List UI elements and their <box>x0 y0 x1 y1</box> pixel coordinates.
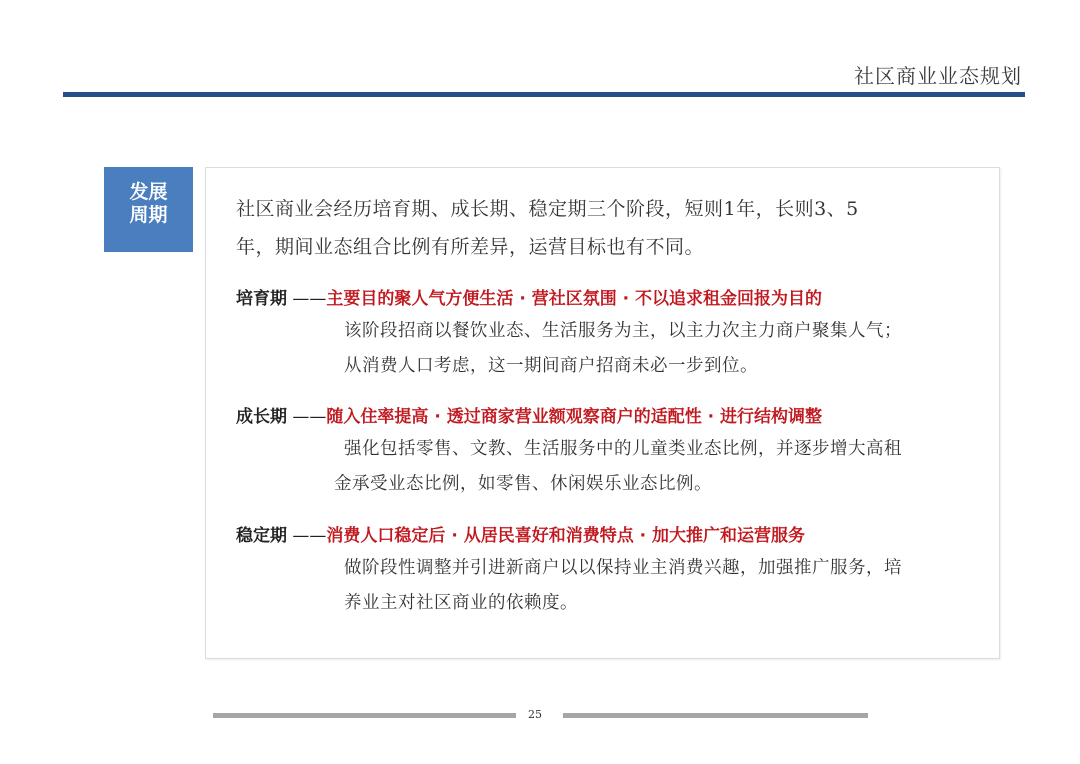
phase-heading <box>236 521 986 551</box>
phase-cultivation <box>236 284 986 384</box>
phase-name: 成长期 <box>236 407 287 427</box>
footer-rule-left <box>213 713 516 718</box>
phase-name: 稳定期 <box>236 526 287 546</box>
phase-description <box>236 314 986 384</box>
phase-growth <box>236 402 986 502</box>
phase-description <box>236 551 986 621</box>
phase-dash: —— <box>287 407 327 427</box>
phase-dash: —— <box>287 289 327 309</box>
intro-line-2: 年，期间业态组合比例有所差异，运营目标也有不同。 <box>236 236 705 258</box>
phase-body-line-1: 做阶段性调整并引进新商户以以保持业主消费兴趣，加强推广服务，培 <box>344 558 902 578</box>
intro-paragraph <box>236 190 976 266</box>
footer-rule-right <box>563 713 868 718</box>
document-title: 社区商业业态规划 <box>854 64 1022 88</box>
phase-dash: —— <box>287 526 327 546</box>
header-divider <box>63 92 1025 97</box>
section-label-line1: 发展 <box>129 181 168 203</box>
phase-description <box>236 432 986 502</box>
phase-heading <box>236 284 986 314</box>
section-label-line2: 周期 <box>129 204 168 226</box>
phase-body-line-1: 该阶段招商以餐饮业态、生活服务为主，以主力次主力商户聚集人气； <box>344 321 902 341</box>
phase-goal: 随入住率提高 · 透过商家营业额观察商户的适配性 · 进行结构调整 <box>326 407 822 427</box>
phase-stable <box>236 521 986 621</box>
content-panel <box>205 167 1000 659</box>
section-label <box>104 167 193 252</box>
phase-goal: 主要目的聚人气方便生活 · 营社区氛围 · 不以追求租金回报为目的 <box>326 289 822 309</box>
intro-line-1: 社区商业会经历培育期、成长期、稳定期三个阶段，短则1年，长则3、5 <box>236 198 859 220</box>
phase-body-line-2: 从消费人口考虑，这一期间商户招商未必一步到位。 <box>344 356 758 376</box>
page-number: 25 <box>528 708 542 721</box>
phase-body-line-1: 强化包括零售、文教、生活服务中的儿童类业态比例，并逐步增大高租 <box>344 439 902 459</box>
phase-name: 培育期 <box>236 289 287 309</box>
phase-heading <box>236 402 986 432</box>
phase-body-line-2: 金承受业态比例，如零售、休闲娱乐业态比例。 <box>334 474 712 494</box>
phase-body-line-2: 养业主对社区商业的依赖度。 <box>344 593 578 613</box>
phase-goal: 消费人口稳定后 · 从居民喜好和消费特点 · 加大推广和运营服务 <box>326 526 805 546</box>
